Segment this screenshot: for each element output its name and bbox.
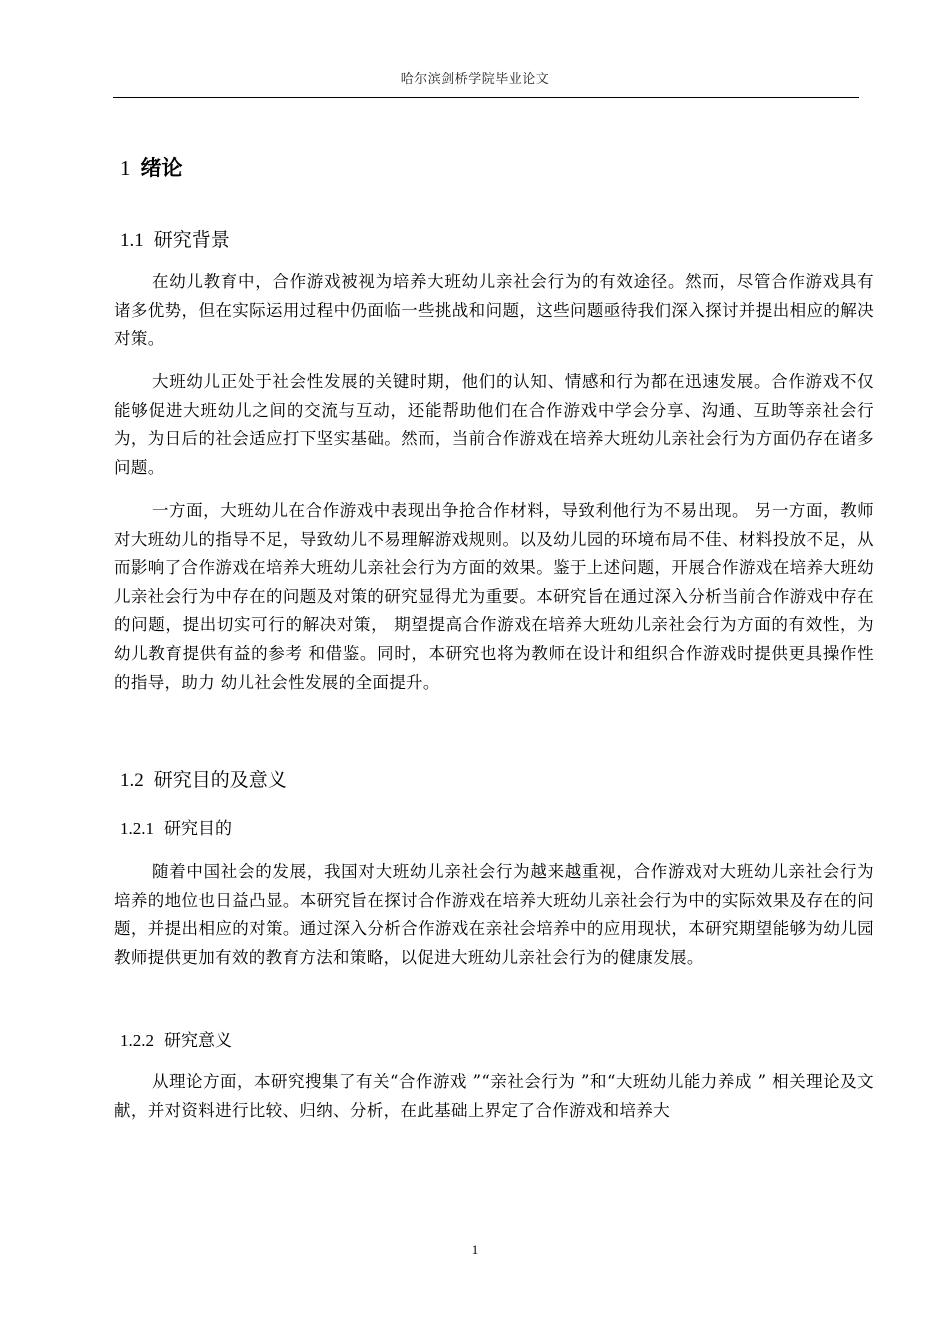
paragraph-background-1: 在幼儿教育中，合作游戏被视为培养大班幼儿亲社会行为的有效途径。然而，尽管合作游戏具有诸多优势，但在实际运用过程中仍面临一些挑战和问题，这些问题亟待我们深入探讨并提出相应的解决对策。 [114, 272, 874, 349]
running-header: 哈尔滨剑桥学院毕业论文 [400, 72, 550, 87]
paragraph-background-2: 大班幼儿正处于社会性发展的关键时期，他们的认知、情感和行为都在迅速发展。合作游戏不仅能够促进大班幼儿之间的交流与互动，还能帮助他们在合作游戏中学会分享、沟通、互助等亲社会行为，为日后的社会适应打下坚实基础。然而，当前合作游戏在培养大班幼儿亲社会行为方面仍存在诸多问题。 [114, 372, 874, 477]
header-divider [113, 97, 859, 98]
paragraph-significance: 从理论方面，本研究搜集了有关“合作游戏 ”“亲社会行为 ”和“大班幼儿能力养成 ” 相关理论及文献，并对资料进行比较、归纳、分析，在此基础上界定了合作游戏和培养大 [114, 1072, 874, 1120]
paragraph-background-3: 一方面，大班幼儿在合作游戏中表现出争抢合作材料，导致利他行为不易出现。 另一方面，教师对大班幼儿的指导不足，导致幼儿不易理解游戏规则。以及幼儿园的环境布局不佳、材料投放不足，从而影响了合作游戏在培养大班幼儿亲社会行为方面的效果。鉴于上述问题，开展合作游戏在培养大班幼儿亲社会行为中存在的问题及对策的研究显得尤为重要。本研究旨在通过深入分析当前合作游戏中存在的问题，提出切实可行的解决对策， 期望提高合作游戏在培养大班幼儿亲社会行为方面的有效性，为幼儿教育提供有益的参考 和借鉴。同时，本研究也将为教师在设计和组织合作游戏时提供更具操作性的指导，助力 幼儿社会性发展的全面提升。 [114, 501, 874, 692]
subsection-heading-1-2-1 [120, 814, 232, 839]
subsection-title: 研究意义 [164, 1031, 232, 1051]
subsection-heading-1-2-2 [120, 1026, 232, 1051]
section-heading-1-1 [120, 225, 230, 252]
paragraph-purpose: 随着中国社会的发展，我国对大班幼儿亲社会行为越来越重视，合作游戏对大班幼儿亲社会行为培养的地位也日益凸显。本研究旨在探讨合作游戏在培养大班幼儿亲社会行为中的实际效果及存在的问题，并提出相应的对策。通过深入分析合作游戏在亲社会培养中的应用现状，本研究期望能够为幼儿园教师提供更加有效的教育方法和策略，以促进大班幼儿亲社会行为的健康发展。 [114, 862, 874, 967]
subsection-title: 研究目的 [164, 819, 232, 839]
section-number: 1.1 [120, 230, 144, 251]
section-heading-1-2 [120, 765, 287, 792]
section-number: 1.2 [120, 770, 144, 791]
subsection-number: 1.2.2 [120, 1031, 154, 1050]
subsection-number: 1.2.1 [120, 819, 154, 838]
page-number: 1 [471, 1242, 479, 1257]
chapter-title: 绪论 [140, 156, 183, 180]
chapter-number: 1 [120, 156, 131, 180]
chapter-heading [120, 152, 183, 182]
section-title: 研究目的及意义 [153, 769, 287, 791]
section-title: 研究背景 [153, 229, 230, 251]
